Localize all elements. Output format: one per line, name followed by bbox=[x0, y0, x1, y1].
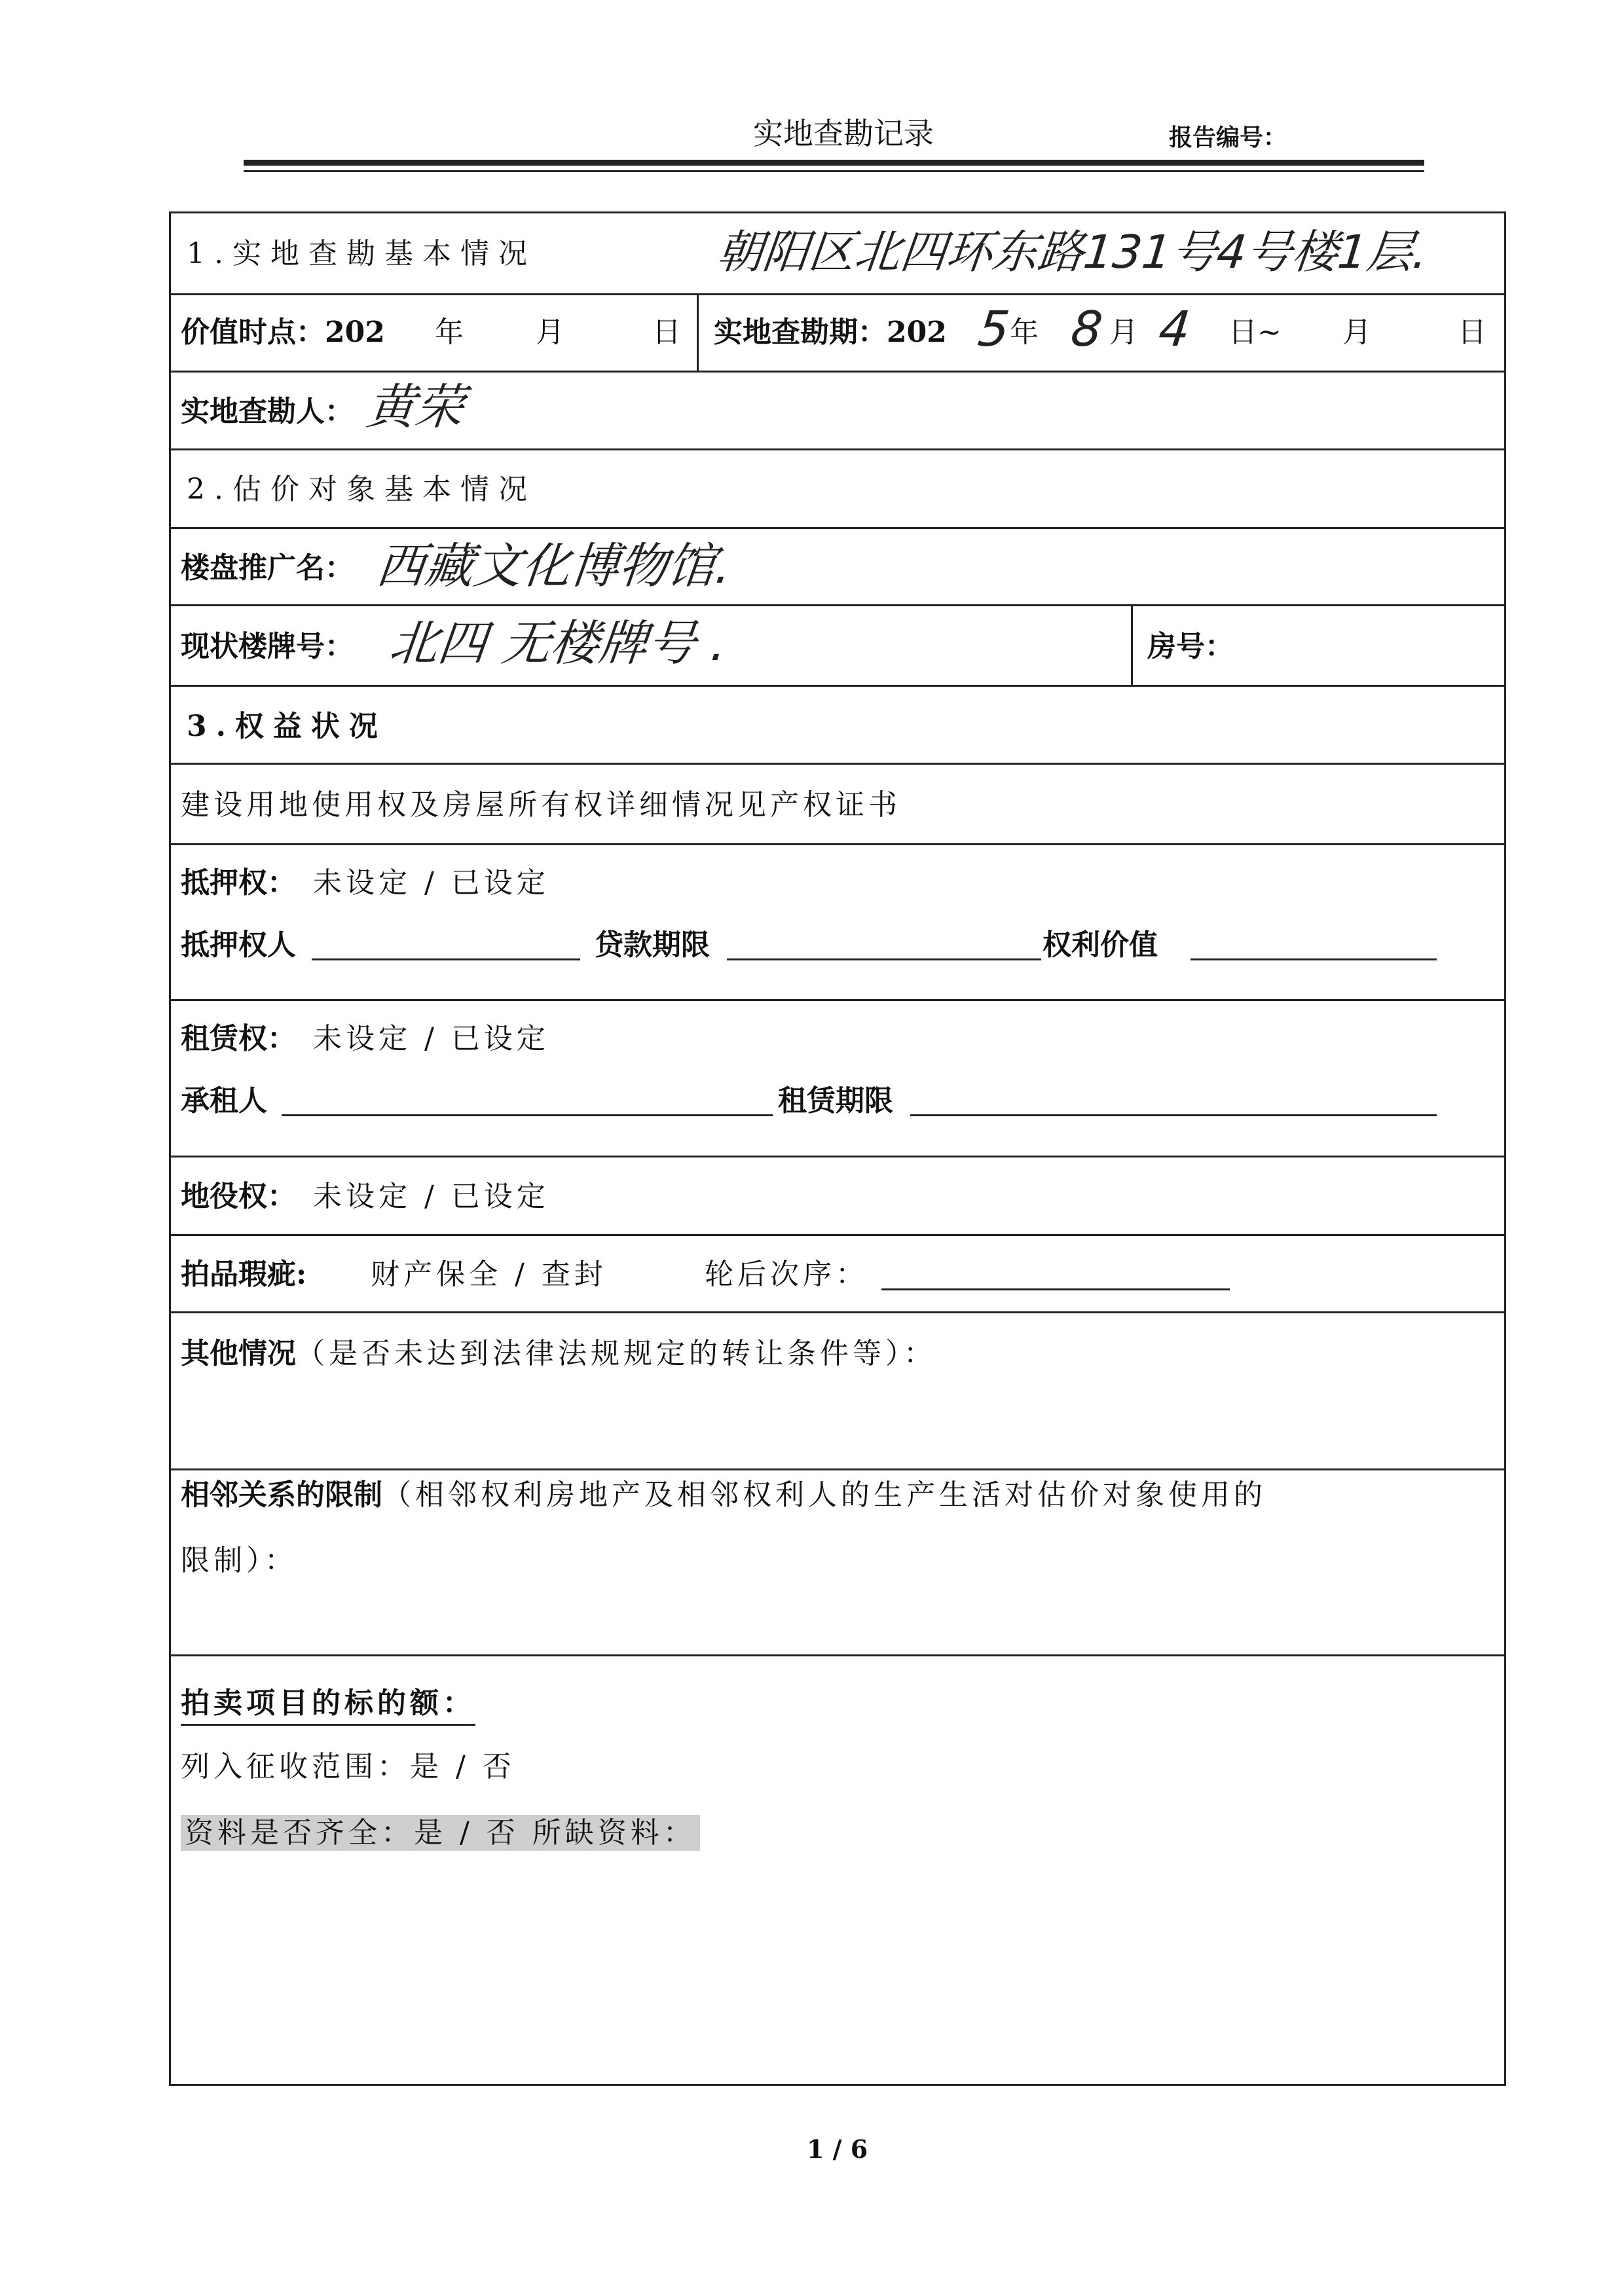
inspection-year-handwritten: 5 bbox=[975, 301, 1012, 357]
round-order-label: 轮后次序： bbox=[705, 1258, 868, 1291]
value-date-label: 价值时点：202 bbox=[181, 316, 385, 349]
row-divider bbox=[169, 1311, 1506, 1313]
neighbor-restriction bbox=[181, 1478, 1266, 1512]
right-value-label: 权利价值 bbox=[1043, 928, 1158, 962]
row-divider bbox=[169, 1654, 1506, 1656]
inspection-day-end: 日 bbox=[1458, 316, 1486, 349]
value-date-year: 年 bbox=[435, 316, 464, 349]
easement-label: 地役权： bbox=[181, 1180, 296, 1213]
document-title: 实地查勘记录 bbox=[753, 116, 934, 151]
value-date-day: 日 bbox=[652, 316, 681, 349]
building-number-label: 现状楼牌号： bbox=[181, 630, 354, 663]
inspection-month-end: 月 bbox=[1342, 316, 1371, 349]
row-divider bbox=[169, 371, 1506, 373]
inspection-period-label: 实地查勘期：202 bbox=[714, 316, 947, 349]
round-order-blank bbox=[881, 1288, 1230, 1290]
easement-options: 未设定 / 已设定 bbox=[313, 1180, 549, 1213]
row-divider bbox=[169, 604, 1506, 606]
inspector-name-handwritten: 黄荣 bbox=[363, 379, 467, 435]
auction-flaw-label: 拍品瑕疵: bbox=[181, 1258, 307, 1291]
row-divider bbox=[169, 527, 1506, 529]
address-handwritten: 朝阳区北四环东路131号4号楼1层. bbox=[714, 225, 1431, 279]
lessee-blank bbox=[282, 1114, 773, 1116]
row-divider bbox=[169, 1468, 1506, 1470]
building-number-handwritten: 北四 无楼牌号 . bbox=[386, 615, 730, 672]
row-divider bbox=[169, 685, 1506, 687]
auction-flaw-options: 财产保全 / 查封 bbox=[371, 1258, 607, 1291]
loan-term-label: 贷款期限 bbox=[595, 928, 710, 962]
cell-divider bbox=[697, 293, 699, 371]
loan-term-blank bbox=[727, 958, 1041, 960]
row-divider bbox=[169, 843, 1506, 845]
section3-heading: 3.权益状况 bbox=[187, 710, 387, 743]
inspection-year: 年 bbox=[1010, 316, 1039, 349]
row-divider bbox=[169, 1234, 1506, 1236]
other-conditions-label: 其他情况 bbox=[181, 1337, 296, 1370]
mortgage-options: 未设定 / 已设定 bbox=[313, 866, 549, 900]
value-date-month: 月 bbox=[536, 316, 564, 349]
page-number: 1 / 6 bbox=[807, 2134, 868, 2164]
inspection-day-handwritten: 4 bbox=[1156, 301, 1193, 357]
lessee-label: 承租人 bbox=[181, 1084, 267, 1118]
row-divider bbox=[169, 999, 1506, 1001]
header-rule bbox=[244, 160, 1424, 166]
neighbor-restriction-label: 相邻关系的限制 bbox=[181, 1478, 382, 1512]
room-number-label: 房号： bbox=[1147, 630, 1234, 663]
lease-label: 租赁权： bbox=[181, 1022, 296, 1055]
lease-term-blank bbox=[910, 1114, 1437, 1116]
row-divider bbox=[169, 1156, 1506, 1157]
neighbor-restriction-desc-2: 限制）： bbox=[181, 1544, 297, 1577]
header-rule-thin bbox=[244, 170, 1424, 172]
row-divider bbox=[169, 448, 1506, 450]
cell-divider bbox=[1131, 604, 1133, 685]
right-value-blank bbox=[1190, 958, 1437, 960]
inspection-month-handwritten: 8 bbox=[1068, 301, 1105, 357]
other-conditions-desc: （是否未达到法律法规规定的转让条件等）： bbox=[296, 1337, 936, 1370]
inspection-month: 月 bbox=[1109, 316, 1138, 349]
neighbor-restriction-desc: （相邻权利房地产及相邻权利人的生产生活对估价对象使用的 bbox=[382, 1478, 1266, 1512]
lease-options: 未设定 / 已设定 bbox=[313, 1022, 549, 1055]
row-divider bbox=[169, 763, 1506, 765]
lease-term-label: 租赁期限 bbox=[778, 1084, 893, 1118]
inspector-label: 实地查勘人： bbox=[181, 395, 354, 428]
other-conditions bbox=[181, 1339, 936, 1368]
mortgage-label: 抵押权： bbox=[181, 866, 296, 900]
row-divider bbox=[169, 293, 1506, 295]
certificate-note: 建设用地使用权及房屋所有权详细情况见产权证书 bbox=[181, 788, 901, 822]
documents-complete-line: 资料是否齐全：是 / 否 所缺资料： bbox=[181, 1819, 700, 1848]
promo-name-label: 楼盘推广名： bbox=[181, 551, 354, 585]
section1-heading: 1.实地查勘基本情况 bbox=[187, 237, 536, 270]
section2-heading: 2.估价对象基本情况 bbox=[187, 473, 536, 506]
mortgagee-blank bbox=[312, 958, 580, 960]
report-number-label: 报告编号： bbox=[1169, 124, 1287, 151]
auction-target-label: 拍卖项目的标的额： bbox=[181, 1689, 475, 1718]
promo-name-handwritten: 西藏文化博物馆. bbox=[373, 538, 735, 594]
expropriation-line: 列入征收范围：是 / 否 bbox=[181, 1750, 515, 1783]
inspection-day-to: 日~ bbox=[1228, 316, 1282, 349]
mortgagee-label: 抵押权人 bbox=[181, 928, 296, 962]
